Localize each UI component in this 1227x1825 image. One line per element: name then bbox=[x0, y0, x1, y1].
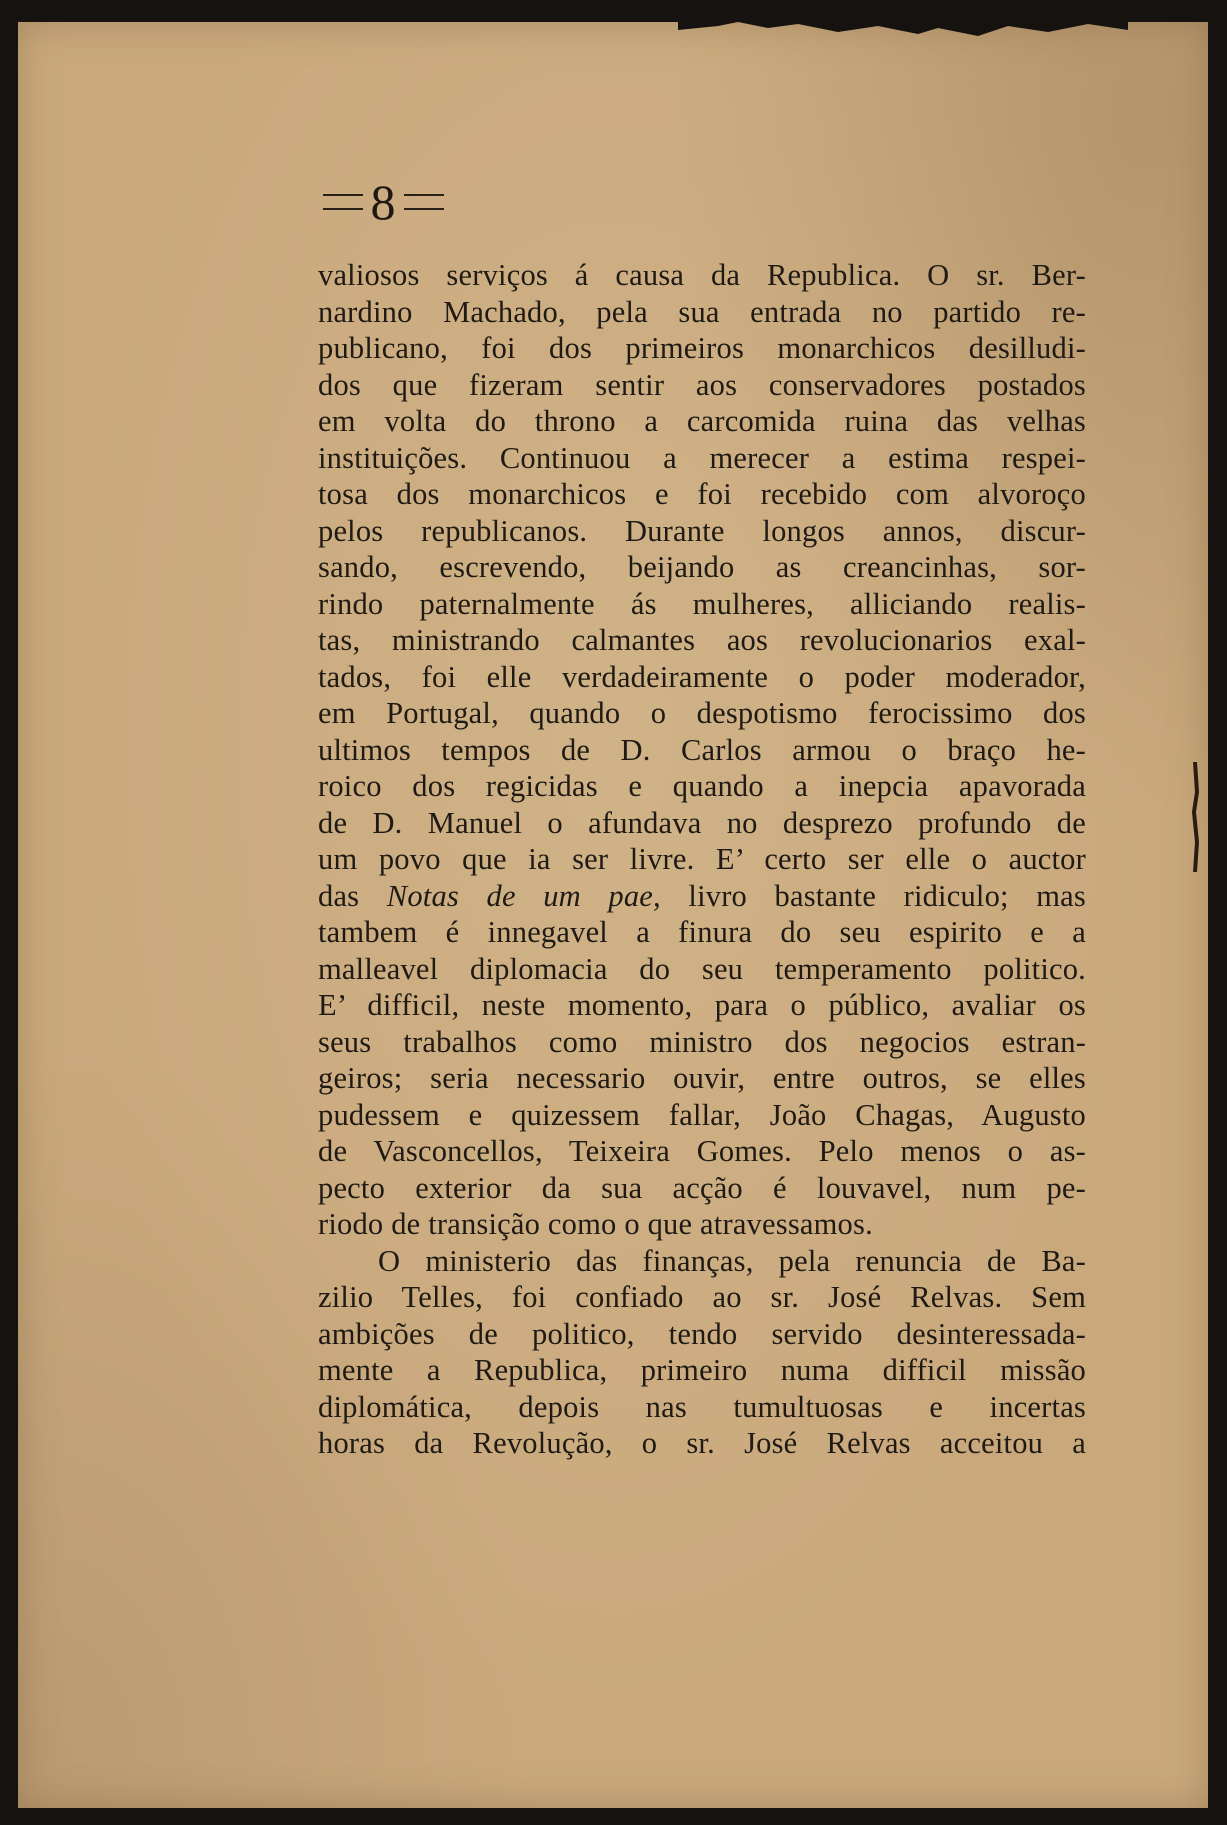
text-line: publicano, foi dos primeiros monarchicos desilludi- bbox=[318, 331, 1086, 365]
text-line: um povo que ia ser livre. E’ certo ser elle o auctor bbox=[318, 842, 1086, 876]
text-line: tados, foi elle verdadeiramente o poder moderador, bbox=[318, 659, 1086, 694]
text-line: tambem é innegavel a finura do seu espirito e a bbox=[318, 915, 1086, 949]
text-line: pelos republicanos. Durante longos annos, discur- bbox=[318, 513, 1086, 548]
body-text bbox=[318, 257, 1086, 1462]
text-line bbox=[318, 878, 1086, 915]
text-line: diplomática, depois nas tumultuosas e incertas bbox=[318, 1389, 1086, 1424]
text-line: roico dos regicidas e quando a inepcia apavorada bbox=[318, 769, 1086, 803]
text-line: ultimos tempos de D. Carlos armou o braço he- bbox=[318, 732, 1086, 767]
text-line: tosa dos monarchicos e foi recebido com alvoroço bbox=[318, 477, 1086, 511]
book-title: Notas de um pae, bbox=[386, 878, 661, 913]
ornament-dash-left bbox=[323, 194, 363, 210]
torn-edge bbox=[678, 22, 1128, 52]
text-line: geiros; seria necessario ouvir, entre outros, se elles bbox=[318, 1061, 1086, 1095]
text-line: riodo de transição como o que atravessamos. bbox=[318, 1207, 873, 1241]
text-line: zilio Telles, foi confiado ao sr. José Relvas. Sem bbox=[318, 1280, 1086, 1314]
text-line: tas, ministrando calmantes aos revolucionarios exal- bbox=[318, 623, 1086, 657]
text-segment: livro bastante ridiculo; mas bbox=[660, 878, 1086, 913]
text-line: valiosos serviços á causa da Republica. O sr. Ber- bbox=[318, 258, 1086, 292]
page-number bbox=[298, 172, 468, 232]
text-line: mente a Republica, primeiro numa difficil missão bbox=[318, 1353, 1086, 1387]
text-line: pecto exterior da sua acção é louvavel, num pe- bbox=[318, 1170, 1086, 1205]
text-line: sando, escrevendo, beijando as creancinhas, sor- bbox=[318, 550, 1086, 584]
text-segment: das bbox=[318, 878, 387, 913]
text-line: ambições de politico, tendo servido desinteressada- bbox=[318, 1316, 1086, 1351]
text-line: de D. Manuel o afundava no desprezo profundo de bbox=[318, 805, 1086, 840]
page-number-value: 8 bbox=[370, 174, 396, 230]
text-line: nardino Machado, pela sua entrada no partido re- bbox=[318, 294, 1086, 329]
binding-mark bbox=[1188, 762, 1202, 872]
text-line: horas da Revolução, o sr. José Relvas acceitou a bbox=[318, 1426, 1086, 1460]
text-line: em volta do throno a carcomida ruina das velhas bbox=[318, 404, 1086, 438]
text-line: seus trabalhos como ministro dos negocios estran- bbox=[318, 1024, 1086, 1059]
text-line: O ministerio das finanças, pela renuncia de Ba- bbox=[378, 1243, 1086, 1278]
text-line: instituições. Continuou a merecer a estima respei- bbox=[318, 440, 1086, 475]
text-line: malleavel diplomacia do seu temperamento politico. bbox=[318, 951, 1086, 986]
text-line: E’ difficil, neste momento, para o público, avaliar os bbox=[318, 988, 1086, 1022]
text-line: em Portugal, quando o despotismo ferocissimo dos bbox=[318, 696, 1086, 730]
ornament-dash-right bbox=[404, 194, 444, 210]
text-line: dos que fizeram sentir aos conservadores postados bbox=[318, 367, 1086, 402]
scanned-page bbox=[18, 22, 1208, 1808]
text-line: rindo paternalmente ás mulheres, alliciando realis- bbox=[318, 586, 1086, 621]
text-line: pudessem e quizessem fallar, João Chagas, Augusto bbox=[318, 1097, 1086, 1132]
text-line: de Vasconcellos, Teixeira Gomes. Pelo menos o as- bbox=[318, 1134, 1086, 1168]
